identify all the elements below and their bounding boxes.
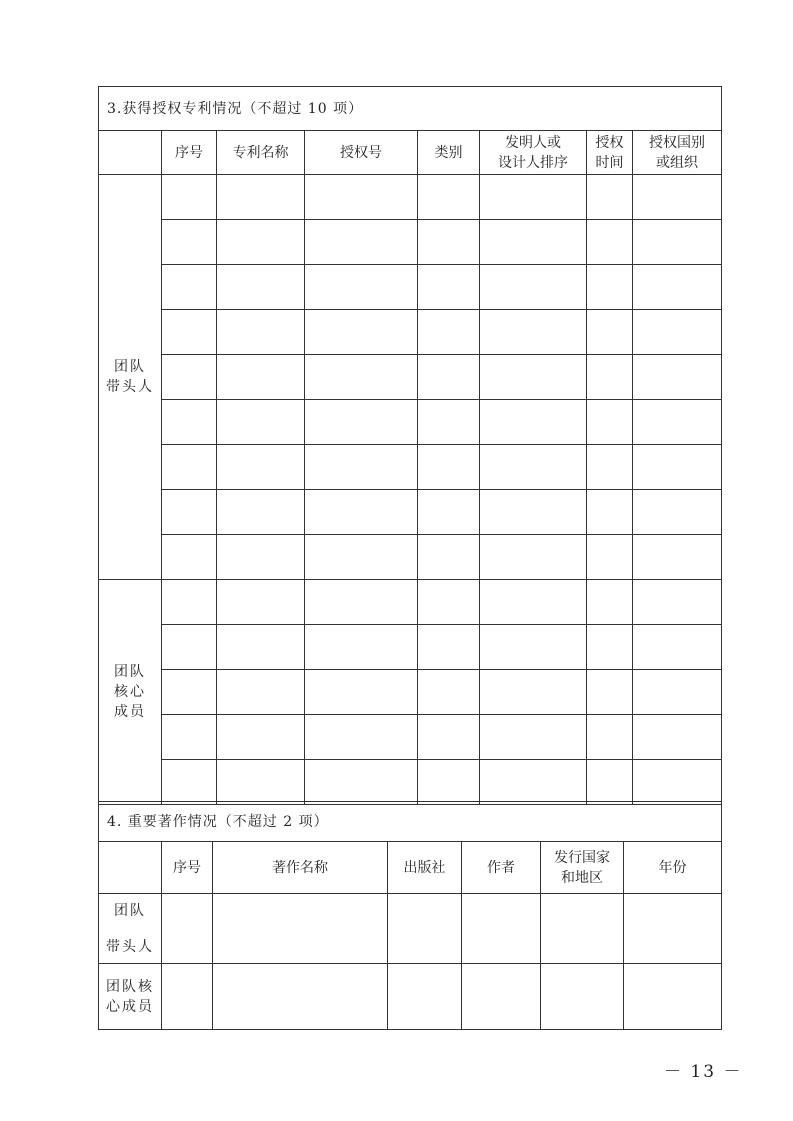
header-patent-name: 专利名称: [217, 131, 305, 175]
header-grant-country: 授权国别 或组织: [633, 131, 722, 175]
table-cell: [418, 310, 480, 355]
header-country-region: 发行国家 和地区: [541, 842, 624, 894]
table-cell: [480, 760, 587, 805]
header-grant-time: 授权 时间: [587, 131, 633, 175]
table-cell: [462, 894, 541, 964]
works-table: [98, 801, 722, 1030]
table-cell: [305, 265, 418, 310]
table-cell: [480, 535, 587, 580]
table-cell: [162, 625, 217, 670]
table-cell: [480, 175, 587, 220]
table-cell: [480, 715, 587, 760]
table-cell: [587, 445, 633, 490]
table-cell: [162, 175, 217, 220]
table-cell: [305, 355, 418, 400]
table-cell: [217, 535, 305, 580]
page-number: － 13 －: [664, 1062, 743, 1082]
table-cell: [587, 355, 633, 400]
table-cell: [305, 175, 418, 220]
table-cell: [217, 400, 305, 445]
table-cell: [633, 625, 722, 670]
table-cell: [305, 400, 418, 445]
header-seq: 序号: [162, 131, 217, 175]
table-cell: [633, 400, 722, 445]
table-row: [99, 310, 722, 355]
header-inventor-order: 发明人或 设计人排序: [480, 131, 587, 175]
table-cell: [587, 760, 633, 805]
table-cell: [305, 580, 418, 625]
table-cell: [633, 310, 722, 355]
table-cell: [388, 894, 462, 964]
table-cell: [388, 964, 462, 1030]
table-cell: [624, 964, 722, 1030]
table-cell: [587, 490, 633, 535]
table-cell: [587, 715, 633, 760]
table-cell: [418, 715, 480, 760]
table-cell: [162, 355, 217, 400]
table-cell: [480, 310, 587, 355]
table-row: [99, 580, 722, 625]
table-cell: [480, 265, 587, 310]
header-grant-number: 授权号: [305, 131, 418, 175]
table-cell: [633, 490, 722, 535]
table-cell: [162, 445, 217, 490]
table-cell: [305, 445, 418, 490]
table-cell: [418, 445, 480, 490]
table-cell: [418, 535, 480, 580]
table-cell: [418, 265, 480, 310]
table-cell: [217, 355, 305, 400]
table-cell: [162, 670, 217, 715]
table-cell: [587, 625, 633, 670]
table-cell: [162, 964, 213, 1030]
table-cell: [217, 175, 305, 220]
table-cell: [587, 310, 633, 355]
table-cell: [480, 445, 587, 490]
table-cell: [541, 894, 624, 964]
table-cell: [633, 535, 722, 580]
table-cell: [305, 625, 418, 670]
table-row: [99, 670, 722, 715]
header-blank: [99, 131, 162, 175]
table-cell: [217, 490, 305, 535]
table-cell: [462, 964, 541, 1030]
table-cell: [633, 760, 722, 805]
table-row: [99, 964, 722, 1030]
table-cell: [418, 175, 480, 220]
table-cell: [162, 580, 217, 625]
table-cell: [587, 265, 633, 310]
table-cell: [418, 760, 480, 805]
table-cell: [162, 310, 217, 355]
table-cell: [162, 535, 217, 580]
table-cell: [480, 580, 587, 625]
table-row: [99, 894, 722, 964]
table-cell: [418, 670, 480, 715]
table-cell: [305, 310, 418, 355]
header-blank: [99, 842, 162, 894]
table-cell: [305, 670, 418, 715]
table-cell: [305, 220, 418, 265]
table-cell: [162, 760, 217, 805]
table-cell: [633, 265, 722, 310]
table-row: [99, 625, 722, 670]
table-row: [99, 400, 722, 445]
table-cell: [217, 265, 305, 310]
table-cell: [480, 625, 587, 670]
table-cell: [633, 670, 722, 715]
header-year: 年份: [624, 842, 722, 894]
group-core-members: 团队核 心成员: [99, 964, 162, 1030]
table-cell: [217, 310, 305, 355]
table-cell: [162, 715, 217, 760]
table-row: [99, 535, 722, 580]
table-cell: [305, 760, 418, 805]
table-cell: [217, 760, 305, 805]
table-cell: [624, 894, 722, 964]
table-cell: [587, 535, 633, 580]
table-cell: [633, 175, 722, 220]
table-cell: [162, 400, 217, 445]
table-row: [99, 445, 722, 490]
table-row: [99, 760, 722, 805]
table-cell: [305, 715, 418, 760]
header-work-name: 著作名称: [213, 842, 388, 894]
table-row: [99, 715, 722, 760]
table-cell: [162, 265, 217, 310]
table-cell: [633, 220, 722, 265]
table-cell: [541, 964, 624, 1030]
header-publisher: 出版社: [388, 842, 462, 894]
table-cell: [162, 490, 217, 535]
table-cell: [480, 490, 587, 535]
header-seq: 序号: [162, 842, 213, 894]
patents-header-row: [99, 131, 722, 175]
table-row: [99, 175, 722, 220]
table-cell: [305, 535, 418, 580]
table-cell: [587, 175, 633, 220]
table-cell: [418, 355, 480, 400]
table-cell: [217, 445, 305, 490]
table-cell: [162, 220, 217, 265]
table-cell: [217, 580, 305, 625]
table-row: [99, 490, 722, 535]
table-cell: [480, 355, 587, 400]
group-team-leader: 团队 带头人: [99, 175, 162, 580]
table-cell: [418, 580, 480, 625]
table-cell: [162, 894, 213, 964]
table-cell: [480, 400, 587, 445]
table-cell: [305, 490, 418, 535]
header-category: 类别: [418, 131, 480, 175]
table-cell: [633, 355, 722, 400]
table-row: [99, 355, 722, 400]
table-cell: [587, 670, 633, 715]
table-cell: [480, 670, 587, 715]
table-cell: [213, 894, 388, 964]
table-cell: [418, 625, 480, 670]
table-cell: [633, 715, 722, 760]
table-cell: [587, 220, 633, 265]
table-cell: [633, 580, 722, 625]
table-cell: [633, 445, 722, 490]
group-core-members: 团队 核心 成员: [99, 580, 162, 805]
works-header-row: [99, 842, 722, 894]
works-section-title: 4. 重要著作情况（不超过 2 项）: [99, 802, 722, 842]
patents-table: [98, 86, 722, 805]
group-team-leader: 团队 带头人: [99, 894, 162, 964]
table-cell: [587, 400, 633, 445]
table-row: [99, 220, 722, 265]
table-cell: [418, 400, 480, 445]
table-cell: [217, 715, 305, 760]
table-cell: [213, 964, 388, 1030]
table-cell: [418, 490, 480, 535]
table-cell: [418, 220, 480, 265]
table-cell: [480, 220, 587, 265]
table-cell: [217, 220, 305, 265]
table-cell: [587, 580, 633, 625]
table-cell: [217, 670, 305, 715]
table-cell: [217, 625, 305, 670]
table-row: [99, 265, 722, 310]
header-author: 作者: [462, 842, 541, 894]
patents-section-title: 3.获得授权专利情况（不超过 10 项）: [99, 87, 722, 131]
